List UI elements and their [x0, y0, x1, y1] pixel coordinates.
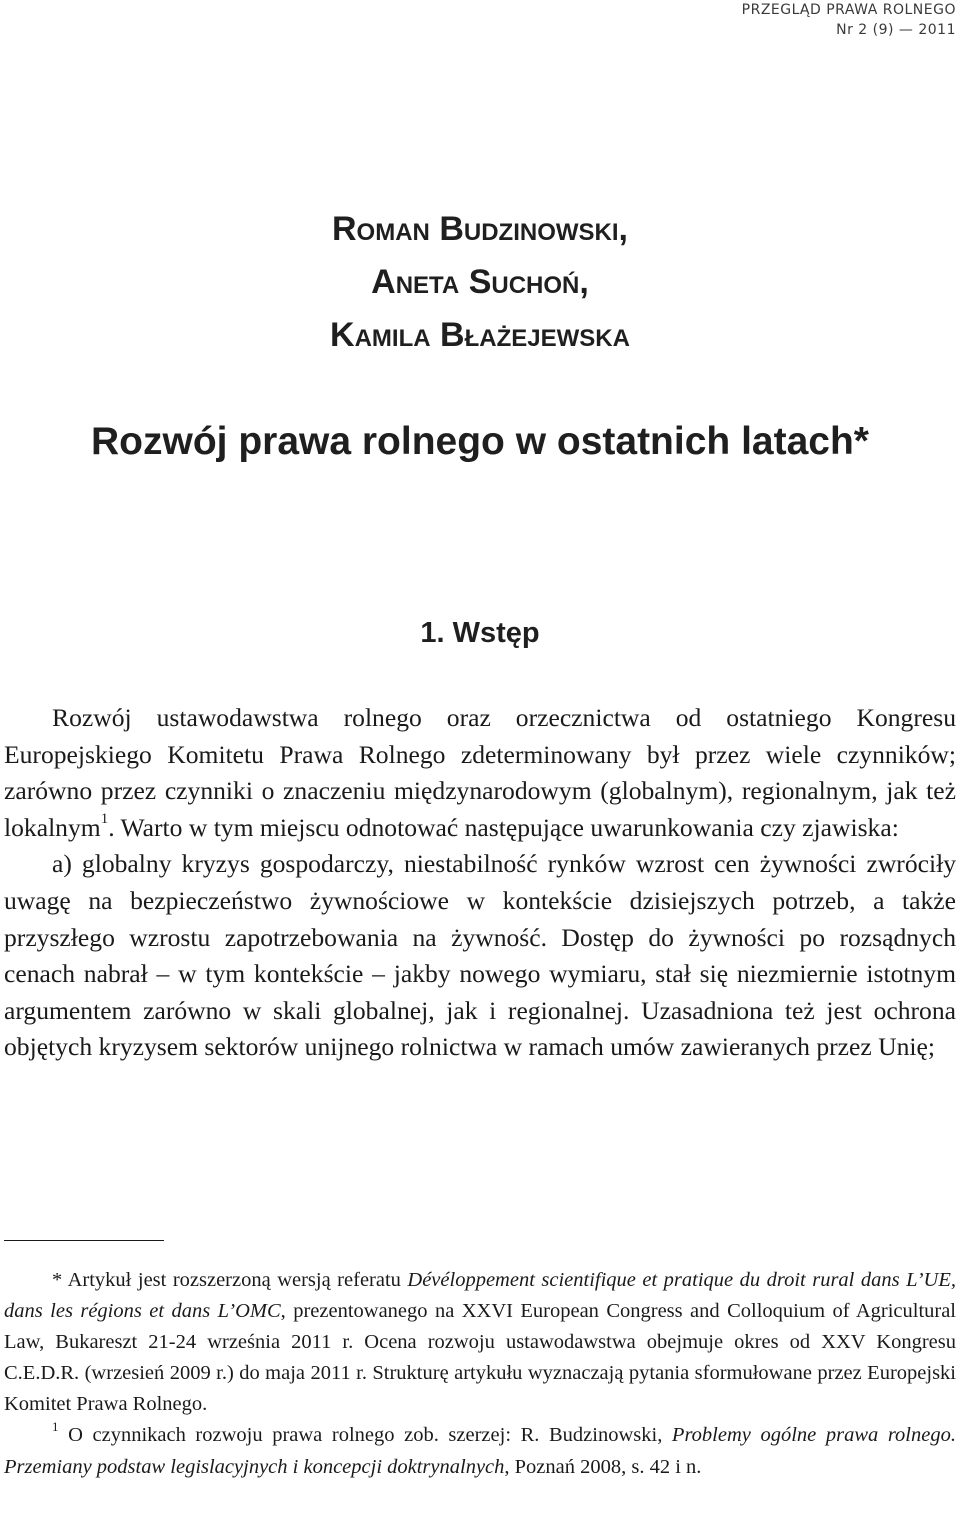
cited-title: Problemy ogólne prawa rolnego. Przemiany podstaw legislacyjnych i koncepcji doktrynalnych: [4, 1424, 956, 1478]
section-heading: 1. Wstęp: [420, 617, 540, 649]
body-text: Rozwój ustawodawstwa rolnego oraz orzecznictwa od ostatniego Kongresu Europejskiego Komitetu Prawa Rolnego zdeterminowany był przez wiele czynników; zarówno przez czynniki o znaczeniu międzynarodowym (globalnym), regionalnym, jak też lokalnym: [4, 703, 956, 842]
article-title: Rozwój prawa rolnego w ostatnich latach*: [91, 420, 869, 463]
body-text: . Warto w tym miejscu odnotować następujące uwarunkowania czy zjawiska:: [108, 812, 899, 842]
footnotes: [4, 1265, 956, 1483]
body-paragraph: a) globalny kryzys gospodarczy, niestabilność rynków wzrost cen żywności zwróciły uwagę na bezpieczeństwo żywnościowe w kontekście dzisiejszych potrzeb, a także przyszłego wzrostu zapotrzebowania na żywność. Dostęp do żywności po rozsądnych cenach nabrał – w tym kontekście – jakby nowego wymiaru, stał się niezmiernie istotnym argumentem zarówno w skali globalnej, jak i regionalnej. Uzasadniona też jest ochrona objętych kryzysem sektorów unijnego rolnictwa w ramach umów zawieranych przez Unię;: [4, 849, 956, 1062]
author-list: [0, 203, 960, 362]
footnote-text: , Poznań 2008, s. 42 i n.: [504, 1455, 702, 1478]
footnote-text: , prezentowanego na XXVI European Congress and Colloquium of Agricultural Law, Bukareszt 21-24 września 2011 r. Ocena rozwoju ustawodawstwa obejmuje okres od XXV Kongresu C.E.D.R. (wrzesień 2009 r.) do maja 2011 r. Strukturę artykułu wyznaczają pytania sformułowane przez Europejski Komitet Prawa Rolnego.: [4, 1300, 957, 1416]
article-body: [4, 700, 956, 1066]
footnote-star: [4, 1265, 956, 1420]
issue-number: Nr 2 (9) — 2011: [836, 22, 956, 38]
footnote-1: [4, 1420, 956, 1482]
author-name: Kamila Błażejewska: [330, 316, 630, 354]
cited-title: Dévéloppement scientifique et pratique du droit rural dans L’UE, dans les régions et dans L’OMC: [4, 1269, 956, 1323]
footnote-text: O czynnikach rozwoju prawa rolnego zob. szerzej: R. Budzinowski,: [58, 1424, 672, 1447]
author-name: Aneta Suchoń,: [371, 263, 589, 301]
footnote-separator: [4, 1240, 164, 1241]
body-paragraph: [4, 700, 956, 846]
running-header: [742, 0, 956, 40]
author-name: Roman Budzinowski,: [332, 210, 628, 248]
journal-name: PRZEGLĄD PRAWA ROLNEGO: [741, 2, 956, 18]
footnote-text: * Artykuł jest rozszerzoną wersją referatu: [52, 1269, 408, 1291]
footnote-ref: 1: [100, 811, 109, 828]
footnote-mark: 1: [52, 1418, 59, 1434]
